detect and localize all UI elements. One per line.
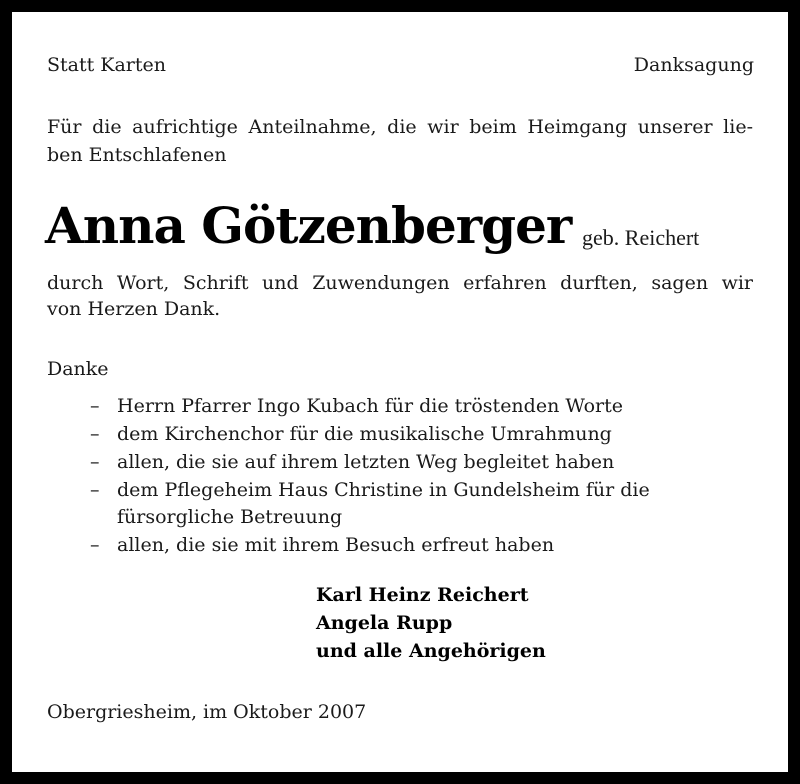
deceased-name: Anna Götzenberger	[45, 196, 572, 255]
place-date: Obergriesheim, im Oktober 2007	[47, 701, 367, 723]
maiden-name: geb. Reichert	[582, 225, 700, 250]
list-dash: –	[90, 534, 100, 556]
intro-line-1: Für die aufrichtige Anteilnahme, die wir beim Heimgang unserer lie-	[47, 116, 753, 138]
header-right: Danksagung	[633, 54, 754, 76]
body-line-1: durch Wort, Schrift und Zuwendungen erfahren durften, sagen wir	[47, 272, 753, 294]
list-item: allen, die sie auf ihrem letzten Weg begleitet haben	[117, 451, 615, 473]
signature-line: und alle Angehörigen	[316, 640, 546, 662]
intro-line-2: ben Entschlafenen	[47, 144, 227, 166]
thanks-heading: Danke	[47, 358, 109, 380]
signature-line: Angela Rupp	[316, 612, 453, 634]
list-item: Herrn Pfarrer Ingo Kubach für die tröstenden Worte	[117, 395, 623, 417]
list-dash: –	[90, 479, 100, 501]
header-left: Statt Karten	[47, 54, 167, 76]
list-item-continuation: fürsorgliche Betreuung	[117, 506, 343, 528]
signature-line: Karl Heinz Reichert	[316, 584, 529, 606]
list-item: dem Pflegeheim Haus Christine in Gundelsheim für die	[117, 479, 650, 501]
list-dash: –	[90, 423, 100, 445]
body-line-2: von Herzen Dank.	[47, 298, 221, 320]
list-item: dem Kirchenchor für die musikalische Umrahmung	[117, 423, 612, 445]
list-dash: –	[90, 451, 100, 473]
list-dash: –	[90, 395, 100, 417]
list-item: allen, die sie mit ihrem Besuch erfreut haben	[117, 534, 555, 556]
